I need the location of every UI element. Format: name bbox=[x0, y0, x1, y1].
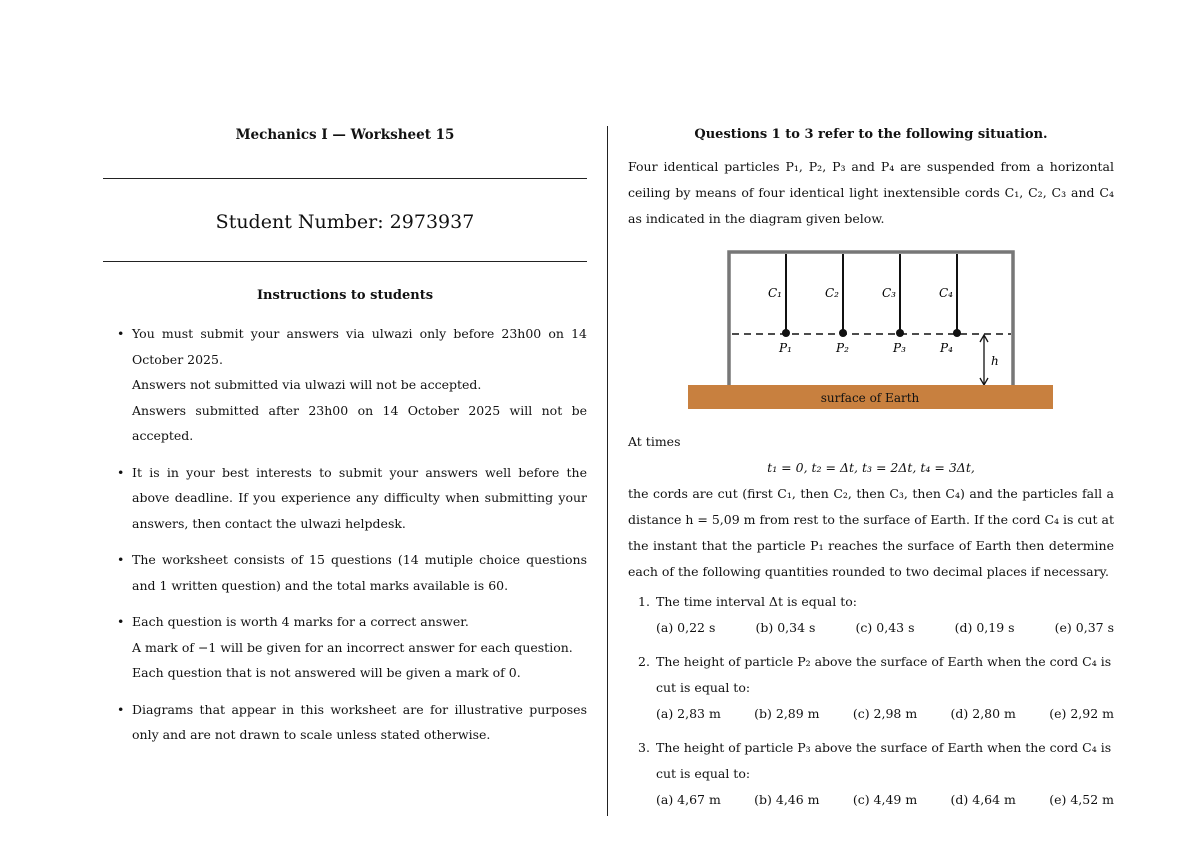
question-item bbox=[628, 735, 1114, 813]
instruction-line: It is in your best interests to submit your answers well before the above deadline. If you experience any difficulty when submitting your answers, then contact the ulwazi helpdesk. bbox=[132, 464, 587, 531]
instruction-item bbox=[103, 609, 587, 686]
answer-option: (d) 0,19 s bbox=[954, 620, 1015, 635]
cord-label-4: C₄ bbox=[939, 286, 953, 300]
particle-2 bbox=[839, 329, 847, 337]
question-number: 1. bbox=[638, 594, 650, 609]
particle-label-4: P₄ bbox=[940, 341, 953, 355]
particle-4 bbox=[953, 329, 961, 337]
ceiling-frame bbox=[729, 252, 1013, 385]
answer-options bbox=[656, 615, 1114, 641]
diagram-svg bbox=[628, 232, 1114, 427]
bullet-icon: • bbox=[117, 326, 125, 341]
worksheet-title: Mechanics I — Worksheet 15 bbox=[235, 127, 455, 143]
answer-option: (c) 4,49 m bbox=[852, 792, 918, 807]
question-text: The height of particle P₃ above the surface of Earth when the cord C₄ is cut is equal to: bbox=[656, 740, 1112, 781]
bullet-icon: • bbox=[117, 701, 125, 717]
height-label: h bbox=[991, 354, 999, 368]
particle-label-3: P₃ bbox=[893, 341, 906, 355]
earth-surface-label: surface of Earth bbox=[820, 391, 920, 405]
column-divider bbox=[607, 126, 608, 816]
question-list bbox=[628, 589, 1114, 813]
instruction-item bbox=[103, 321, 587, 449]
question-number: 3. bbox=[638, 740, 650, 755]
answer-option: (e) 2,92 m bbox=[1049, 706, 1114, 721]
particles-diagram bbox=[628, 232, 1114, 427]
bullet-icon: • bbox=[117, 614, 125, 629]
cord-label-3: C₃ bbox=[882, 286, 896, 300]
answer-option: (b) 4,46 m bbox=[754, 792, 820, 807]
question-text: The time interval Δt is equal to: bbox=[656, 594, 857, 609]
instruction-line: Answers not submitted via ulwazi will not be accepted. bbox=[132, 377, 482, 392]
instruction-item bbox=[103, 697, 587, 748]
particle-label-2: P₂ bbox=[836, 341, 849, 355]
particle-3 bbox=[896, 329, 904, 337]
question-number: 2. bbox=[638, 654, 650, 669]
top-rule bbox=[103, 178, 587, 179]
answer-option: (a) 2,83 m bbox=[656, 706, 721, 721]
answer-option: (a) 4,67 m bbox=[656, 792, 721, 807]
instructions-list bbox=[103, 321, 587, 748]
answer-option: (c) 2,98 m bbox=[852, 706, 918, 721]
particle-label-1: P₁ bbox=[779, 341, 792, 355]
right-column bbox=[628, 118, 1114, 821]
bullet-icon: • bbox=[117, 464, 125, 480]
instructions-title: Instructions to students bbox=[256, 288, 434, 303]
question-text: The height of particle P₂ above the surface of Earth when the cord C₄ is cut is equal to: bbox=[656, 654, 1112, 695]
cord-label-1: C₁ bbox=[768, 286, 782, 300]
answer-option: (c) 0,43 s bbox=[855, 620, 915, 635]
instruction-line: You must submit your answers via ulwazi only before 23h00 on 14 October 2025. bbox=[132, 326, 587, 367]
bullet-icon: • bbox=[117, 552, 125, 567]
answer-option: (d) 2,80 m bbox=[950, 706, 1016, 721]
question-item bbox=[628, 649, 1114, 727]
cord-label-2: C₂ bbox=[825, 286, 839, 300]
answer-options bbox=[656, 787, 1114, 813]
instruction-line: Each question is worth 4 marks for a correct answer. bbox=[132, 614, 469, 629]
student-number: Student Number: 2973937 bbox=[215, 211, 475, 233]
bottom-rule bbox=[103, 261, 587, 262]
left-column bbox=[103, 118, 587, 759]
particle-1 bbox=[782, 329, 790, 337]
at-times-label: At times bbox=[628, 434, 681, 449]
instruction-line: A mark of −1 will be given for an incorrect answer for each question. bbox=[132, 639, 573, 655]
instruction-line: The worksheet consists of 15 questions (14 mutiple choice questions and 1 written question) and the total marks available is 60. bbox=[132, 552, 587, 593]
instruction-line: Diagrams that appear in this worksheet are for illustrative purposes only and are not drawn to scale unless stated otherwise. bbox=[132, 701, 587, 742]
instruction-item bbox=[103, 460, 587, 537]
body-paragraph: the cords are cut (first C₁, then C₂, then C₃, then C₄) and the particles fall a distance h = 5,09 m from rest to the surface of Earth. If the cord C₄ is cut at the instant that the particle P₁ reaches the surface of Earth then determine each of the following quantities rounded to two decimal places if necessary. bbox=[628, 486, 1114, 579]
answer-option: (e) 4,52 m bbox=[1049, 792, 1114, 807]
instruction-line: Each question that is not answered will be given a mark of 0. bbox=[132, 665, 521, 680]
answer-options bbox=[656, 701, 1114, 727]
answer-option: (d) 4,64 m bbox=[950, 792, 1016, 807]
instruction-item bbox=[103, 547, 587, 598]
intro-paragraph: Four identical particles P₁, P₂, P₃ and P₄ are suspended from a horizontal ceiling by means of four identical light inextensible cords C₁, C₂, C₃ and C₄ as indicated in the diagram given below. bbox=[628, 159, 1114, 226]
answer-option: (b) 0,34 s bbox=[755, 620, 816, 635]
answer-option: (a) 0,22 s bbox=[656, 620, 716, 635]
answer-option: (b) 2,89 m bbox=[754, 706, 820, 721]
cut-times: t₁ = 0, t₂ = Δt, t₃ = 2Δt, t₄ = 3Δt, bbox=[767, 460, 975, 475]
question-item bbox=[628, 589, 1114, 641]
questions-heading: Questions 1 to 3 refer to the following situation. bbox=[694, 127, 1048, 142]
instruction-line: Answers submitted after 23h00 on 14 October 2025 will not be accepted. bbox=[132, 402, 587, 443]
answer-option: (e) 0,37 s bbox=[1054, 620, 1114, 635]
